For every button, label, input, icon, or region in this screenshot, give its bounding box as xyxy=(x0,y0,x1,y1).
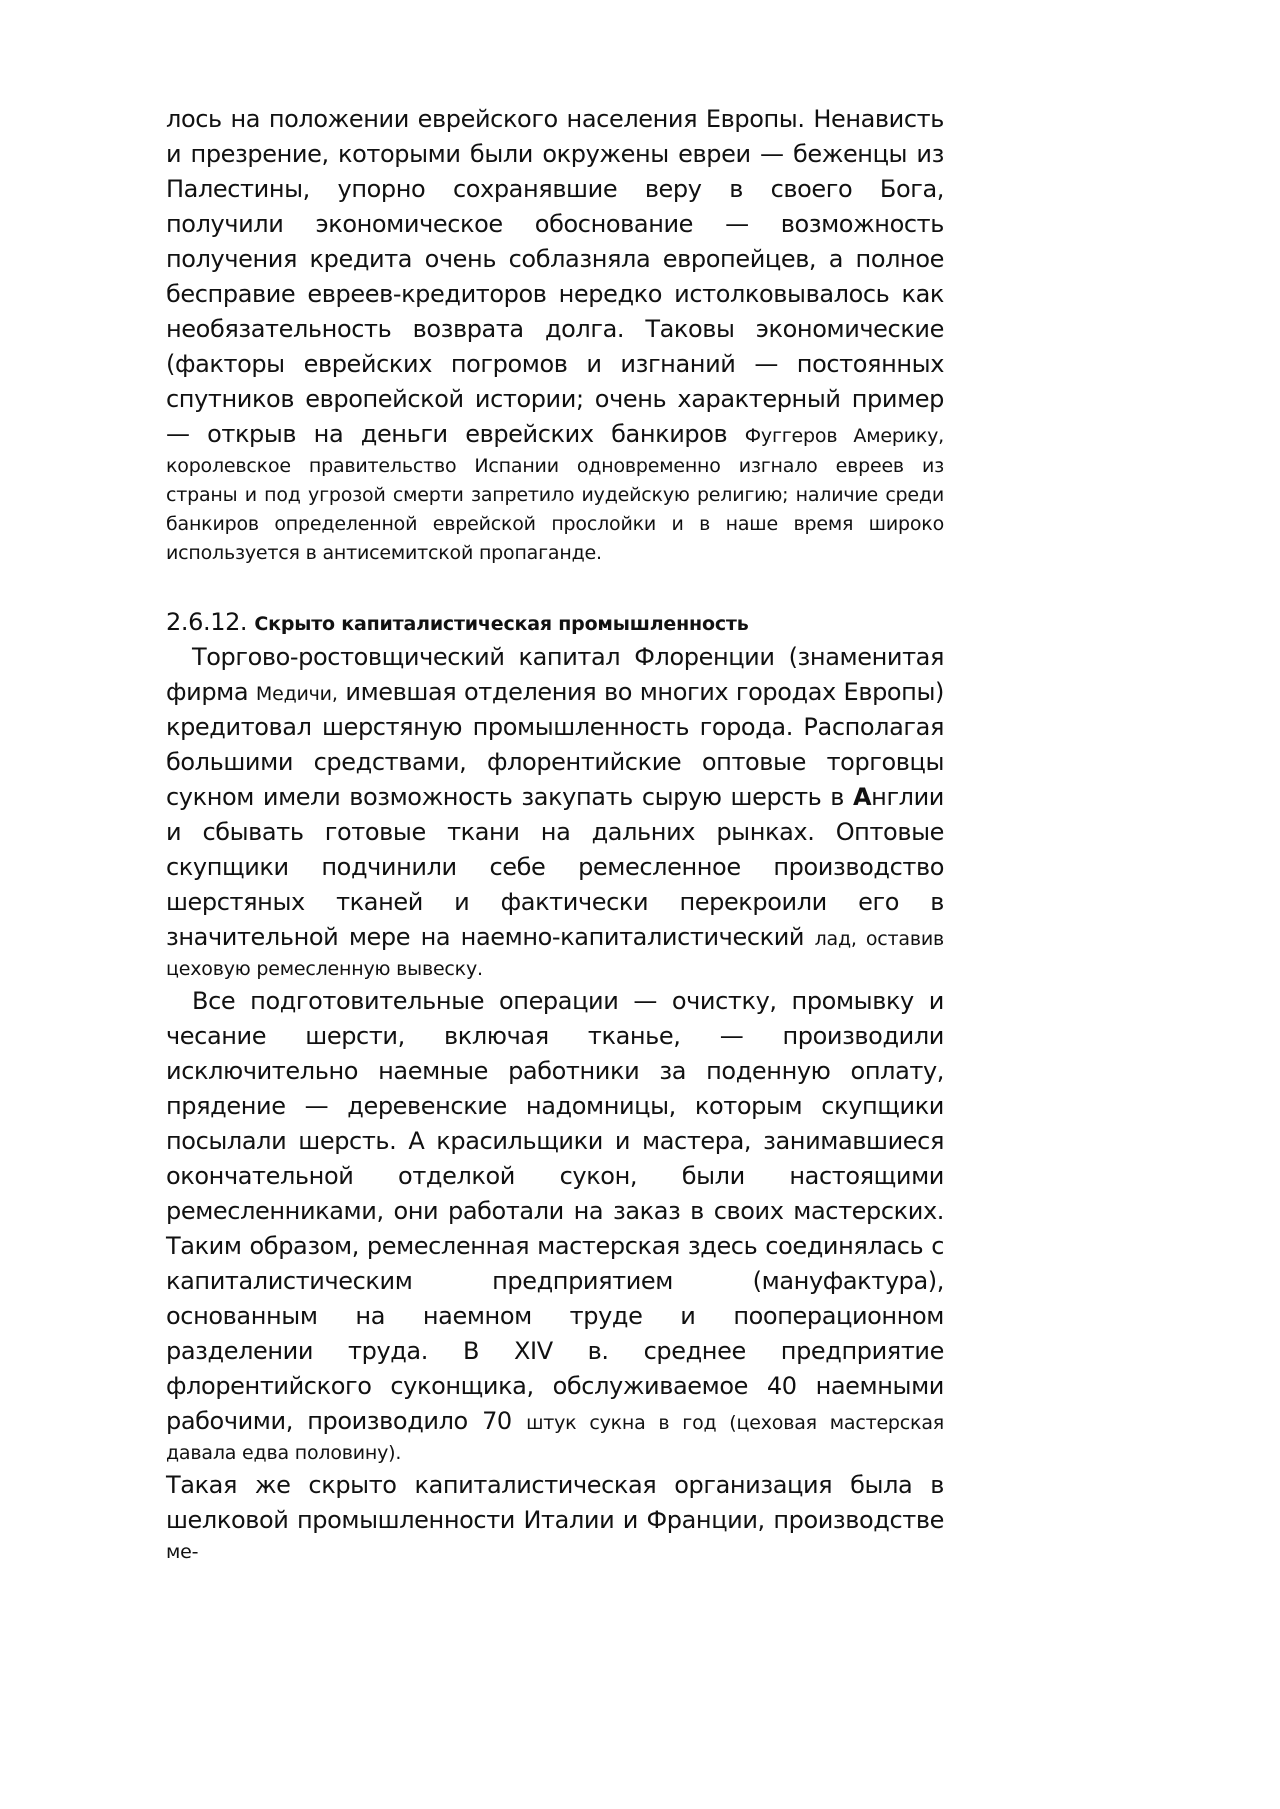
text-segment: Все подготовительные операции — очистку, промывку и чесание шерсти, включая тканье, — производили исключительно наемные работники за поденную оплату, прядение — деревенские надомницы, которым скупщики посылали шерсть. А красильщики и мастера, занимавшиеся окончательной отделкой сукон, были настоящими ремесленниками, они работали на заказ в своих мастерских. Таким образом, ремесленная мастерская здесь соединялась с капиталистическим предприятием (мануфактура), основанным на наемном труде и пооперационном разделении труда. В XIV в. среднее предприятие флорентийского суконщика, обслуживаемое 40 наемными рабочими, производило 70 xyxy=(166,987,944,1435)
text-segment-small: Медичи, xyxy=(255,683,338,705)
section-heading xyxy=(166,606,944,640)
text-segment-bold: А xyxy=(852,783,872,811)
text-segment: Торгово-ростовщический капитал Флоренции (знаменитая фирма xyxy=(166,643,944,706)
paragraph-silk-industry xyxy=(166,1468,944,1567)
text-segment: лось на положении еврейского населения Европы. Ненависть и презрение, которыми были окружены евреи — беженцы из Палестины, упорно сохранявшие веру в своего Бога, получили экономическое обоснование — возможность получения кредита очень соблазняла европейцев, а полное бесправие евреев-кредиторов нередко истолковывалось как необязательность возврата долга. Таковы экономические (факторы еврейских погромов и изгнаний — постоянных спутников европейской истории; очень характерный пример — открыв на деньги еврейских банкиров xyxy=(166,105,944,448)
text-segment-small: лад, оставив цеховую ремесленную вывеску. xyxy=(166,928,944,980)
paragraph-florence-capital xyxy=(166,640,944,984)
paragraph-jewish-population xyxy=(166,102,944,568)
text-segment: Такая же скрыто капиталистическая организация была в шелковой промышленности Италии и Франции, производстве xyxy=(166,1471,944,1534)
section-number: 2.6.12. xyxy=(166,608,255,636)
section-title: Скрыто капиталистическая промышленность xyxy=(254,613,749,635)
text-segment-small: Фуггеров Америку, королевское правительство Испании одновременно изгнало евреев из страны и под угрозой смерти запретило иудейскую религию; наличие среди банкиров определенной еврейской прослойки и в наше время широко используется в антисемитской пропаганде. xyxy=(166,425,945,564)
paragraph-wool-operations xyxy=(166,984,944,1468)
text-column xyxy=(166,102,944,1567)
text-segment: нглии и сбывать готовые ткани на дальних рынках. Оптовые скупщики подчинили себе ремесленное производство шерстяных тканей и фактически перекроили его в значительной мере на наемно-капиталистический xyxy=(166,783,944,951)
text-segment-small: штук сукна в год (цеховая мастерская давала едва половину). xyxy=(166,1412,944,1464)
text-segment: имевшая отделения во многих городах Европы) кредитовал шерстяную промышленность города. Располагая большими средствами, флорентийские оптовые торговцы сукном имели возможность закупать сырую шерсть в xyxy=(166,678,944,811)
text-segment-small: ме- xyxy=(166,1541,199,1563)
